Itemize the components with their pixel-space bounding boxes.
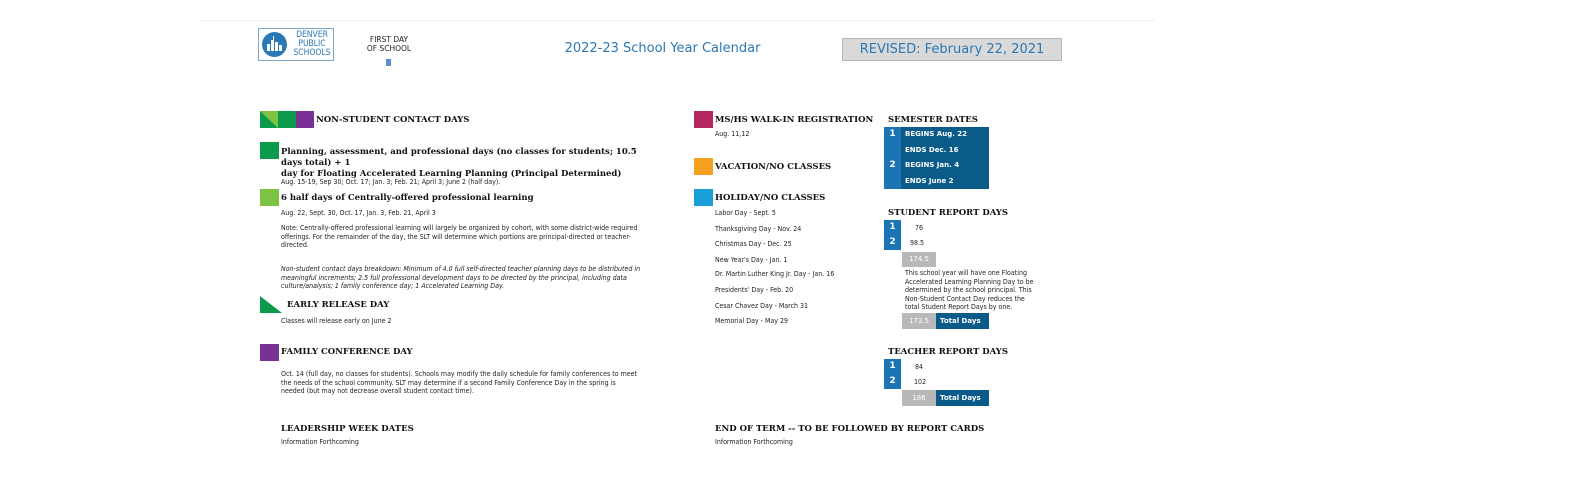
- holiday-item: Labor Day - Sept. 5: [715, 209, 776, 217]
- semester-1-number: 1: [884, 127, 901, 158]
- teacher-row-2-value: 102: [914, 378, 927, 386]
- walkin-dates: Aug. 11,12: [715, 130, 750, 138]
- logo-text: DENVER PUBLIC SCHOOLS: [293, 30, 331, 58]
- student-row-1-value: 76: [915, 224, 924, 232]
- half-days-swatch: [260, 189, 279, 206]
- note-text: Note: Centrally-offered professional learning will largely be organized by cohort, with some district-wide required offerings. For the remainder of the day, the SLT will determine which portions are principal-directed or teacher- directed.: [281, 224, 638, 249]
- student-row-2-value: 98.5: [910, 239, 925, 247]
- teacher-report-title: TEACHER REPORT DAYS: [888, 347, 1008, 357]
- holiday-item: Dr. Martin Luther King Jr. Day - Jan. 16: [715, 270, 835, 278]
- student-total-value: 173.5: [902, 313, 936, 329]
- breakdown-text: Non-student contact days breakdown: Minimum of 4.0 full self-directed teacher planning days to be distributed in meaningful increments; 2.5 full professional development days to be directed by the principal, including data culture/analysis; 1 family conference day; 1 Accelerated Learning Day.: [281, 265, 641, 290]
- holiday-item: Memorial Day - May 29: [715, 317, 788, 325]
- holiday-item: Thanksgiving Day - Nov. 24: [715, 225, 802, 233]
- family-title: FAMILY CONFERENCE DAY: [281, 347, 413, 357]
- student-row-1-number: 1: [884, 220, 901, 235]
- semester-2-begins: BEGINS Jan. 4: [901, 158, 989, 173]
- semester-1-ends: ENDS Dec. 16: [901, 142, 989, 158]
- walkin-swatch: [694, 111, 713, 128]
- holiday-swatch: [694, 189, 713, 206]
- planning-title: Planning, assessment, and professional days (no classes for students; 10.5 days total) + 1 day for Floating Accelerated Learning Planning (Principal Determined): [281, 147, 637, 179]
- page-title: 2022-23 School Year Calendar: [564, 41, 761, 56]
- holiday-item: Presidents' Day - Feb. 20: [715, 286, 794, 294]
- holiday-item: Christmas Day - Dec. 25: [715, 240, 792, 248]
- first-day-legend: FIRST DAY OF SCHOOL: [366, 35, 412, 53]
- early-release-text: Classes will release early on June 2: [281, 317, 392, 325]
- walkin-title: MS/HS WALK-IN REGISTRATION: [715, 115, 874, 125]
- vacation-title: VACATION/NO CLASSES: [715, 162, 832, 172]
- leadership-title: LEADERSHIP WEEK DATES: [281, 424, 414, 434]
- student-row-2-number: 2: [884, 235, 901, 250]
- end-term-title: END OF TERM -- TO BE FOLLOWED BY REPORT CARDS: [715, 424, 985, 434]
- semester-title: SEMESTER DATES: [888, 115, 978, 125]
- semester-2-number: 2: [884, 158, 901, 189]
- family-text: Oct. 14 (full day, no classes for students). Schools may modify the daily schedule for family conferences to meet the needs of the school community. SLT may determine if a second Family Conference Day in the spring is needed (but may not decrease overall student contact time).: [281, 370, 637, 395]
- teacher-row-1-number: 1: [884, 359, 901, 374]
- teacher-total-label: Total Days: [936, 390, 989, 406]
- semester-2-ends: ENDS June 2: [901, 173, 989, 189]
- vacation-swatch: [694, 158, 713, 175]
- planning-dates: Aug. 15-19, Sep 30; Oct. 17; Jan. 3; Feb. 21; April 3; June 2 (half day).: [281, 178, 501, 186]
- planning-swatch: [260, 142, 279, 159]
- teacher-row-1-value: 84: [915, 363, 924, 371]
- end-term-text: Information Forthcoming: [715, 438, 793, 446]
- student-report-title: STUDENT REPORT DAYS: [888, 208, 1009, 218]
- family-swatch: [260, 344, 279, 361]
- early-release-title: EARLY RELEASE DAY: [287, 300, 390, 310]
- non-student-swatches: [260, 111, 314, 128]
- early-release-swatch: [260, 296, 282, 313]
- student-subtotal: 174.5: [902, 252, 936, 267]
- top-divider: [200, 20, 1155, 21]
- teacher-row-2-number: 2: [884, 374, 901, 389]
- holiday-item: Cesar Chavez Day - March 31: [715, 302, 809, 310]
- half-days-dates: Aug. 22, Sept. 30, Oct. 17, Jan. 3, Feb. 21, April 3: [281, 209, 436, 217]
- teacher-total-value: 186: [902, 390, 936, 406]
- revised-banner: REVISED: February 22, 2021: [842, 38, 1062, 61]
- non-student-title: NON-STUDENT CONTACT DAYS: [316, 115, 470, 125]
- dps-logo: [258, 28, 334, 61]
- skyline-icon: [262, 32, 287, 57]
- student-total-label: Total Days: [936, 313, 989, 329]
- leadership-text: Information Forthcoming: [281, 438, 359, 446]
- holiday-item: New Year's Day - Jan. 1: [715, 256, 788, 264]
- holiday-title: HOLIDAY/NO CLASSES: [715, 193, 826, 203]
- first-day-swatch: [386, 59, 391, 66]
- half-days-title: 6 half days of Centrally-offered professional learning: [281, 193, 534, 203]
- student-note: This school year will have one Floating Accelerated Learning Planning Day to be determined by the school principal. This Non-Student Contact Day reduces the total Student Report Days by one.: [905, 269, 1034, 311]
- semester-1-begins: BEGINS Aug. 22: [901, 127, 989, 142]
